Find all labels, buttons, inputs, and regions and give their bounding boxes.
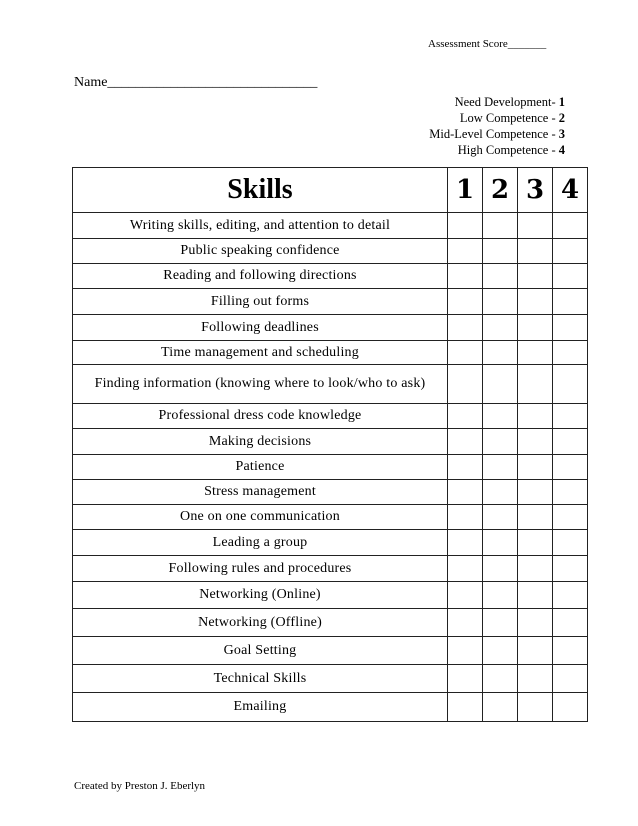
legend-row-1 [429,94,565,110]
rating-cell-1[interactable] [448,429,483,455]
rating-cell-4[interactable] [553,505,588,530]
rating-cell-2[interactable] [483,637,518,665]
table-row [73,556,588,582]
legend-number: 2 [558,111,565,125]
rating-cell-3[interactable] [518,289,553,315]
rating-cell-3[interactable] [518,637,553,665]
skill-label: Networking (Online) [73,582,448,609]
rating-header-1: 1 [448,168,483,213]
rating-cell-3[interactable] [518,429,553,455]
rating-cell-3[interactable] [518,665,553,693]
rating-cell-1[interactable] [448,556,483,582]
rating-cell-3[interactable] [518,239,553,264]
table-row [73,455,588,480]
rating-cell-2[interactable] [483,341,518,365]
legend-label: Mid-Level Competence - [429,127,559,141]
rating-cell-4[interactable] [553,239,588,264]
skill-label: Professional dress code knowledge [73,404,448,429]
rating-cell-3[interactable] [518,582,553,609]
rating-cell-2[interactable] [483,404,518,429]
rating-cell-1[interactable] [448,582,483,609]
rating-cell-4[interactable] [553,693,588,722]
skill-label: Public speaking confidence [73,239,448,264]
skill-label: One on one communication [73,505,448,530]
skill-label: Leading a group [73,530,448,556]
table-header-row [73,168,588,213]
rating-cell-2[interactable] [483,365,518,404]
table-row [73,582,588,609]
table-row [73,239,588,264]
rating-header-4: 4 [553,168,588,213]
rating-cell-4[interactable] [553,429,588,455]
assessment-score-field: Assessment Score_______ [428,38,547,50]
rating-cell-1[interactable] [448,213,483,239]
rating-cell-1[interactable] [448,455,483,480]
rating-cell-1[interactable] [448,315,483,341]
skill-label: Reading and following directions [73,264,448,289]
rating-cell-2[interactable] [483,480,518,505]
table-row [73,609,588,637]
skills-table-body [73,213,588,722]
rating-cell-4[interactable] [553,365,588,404]
rating-cell-1[interactable] [448,239,483,264]
skill-label: Technical Skills [73,665,448,693]
table-row [73,429,588,455]
rating-cell-4[interactable] [553,609,588,637]
rating-cell-1[interactable] [448,365,483,404]
rating-cell-3[interactable] [518,609,553,637]
legend-label: Low Competence - [459,111,559,125]
rating-cell-2[interactable] [483,693,518,722]
rating-cell-3[interactable] [518,264,553,289]
rating-cell-3[interactable] [518,213,553,239]
footer-credit: Created by Preston J. Eberlyn [74,780,206,792]
rating-header-2: 2 [483,168,518,213]
legend-row-3 [429,126,565,142]
rating-cell-3[interactable] [518,404,553,429]
skill-label: Making decisions [73,429,448,455]
rating-cell-1[interactable] [448,530,483,556]
rating-cell-3[interactable] [518,480,553,505]
table-row [73,315,588,341]
rating-cell-1[interactable] [448,341,483,365]
rating-cell-2[interactable] [483,505,518,530]
skill-label: Writing skills, editing, and attention to detail [73,213,448,239]
rating-cell-3[interactable] [518,530,553,556]
table-row [73,404,588,429]
rating-cell-2[interactable] [483,315,518,341]
skills-column-header: Skills [73,168,448,213]
rating-cell-2[interactable] [483,289,518,315]
rating-cell-2[interactable] [483,530,518,556]
table-row [73,665,588,693]
skill-label: Time management and scheduling [73,341,448,365]
skill-label: Goal Setting [73,637,448,665]
rating-cell-3[interactable] [518,341,553,365]
rating-legend [429,94,565,158]
table-row [73,264,588,289]
skills-table [72,167,588,722]
rating-cell-2[interactable] [483,609,518,637]
rating-cell-1[interactable] [448,609,483,637]
legend-row-4 [429,142,565,158]
rating-cell-2[interactable] [483,239,518,264]
legend-number: 3 [558,127,565,141]
table-row [73,480,588,505]
rating-cell-1[interactable] [448,264,483,289]
rating-cell-3[interactable] [518,365,553,404]
skill-label: Following deadlines [73,315,448,341]
legend-number: 1 [558,95,565,109]
legend-label: Need Development- [454,95,559,109]
rating-cell-3[interactable] [518,693,553,722]
name-field: Name______________________________ [74,75,318,90]
skill-label: Filling out forms [73,289,448,315]
rating-cell-1[interactable] [448,480,483,505]
rating-cell-2[interactable] [483,429,518,455]
rating-cell-1[interactable] [448,404,483,429]
rating-cell-1[interactable] [448,505,483,530]
rating-cell-1[interactable] [448,665,483,693]
rating-cell-1[interactable] [448,637,483,665]
rating-cell-4[interactable] [553,637,588,665]
table-row [73,530,588,556]
rating-cell-4[interactable] [553,213,588,239]
rating-cell-1[interactable] [448,693,483,722]
rating-cell-2[interactable] [483,582,518,609]
rating-cell-4[interactable] [553,455,588,480]
table-row [73,341,588,365]
legend-row-2 [429,110,565,126]
skill-label: Emailing [73,693,448,722]
skill-label: Following rules and procedures [73,556,448,582]
legend-number: 4 [558,143,565,157]
rating-cell-4[interactable] [553,289,588,315]
table-row [73,693,588,722]
rating-cell-1[interactable] [448,289,483,315]
rating-cell-4[interactable] [553,665,588,693]
skill-label: Stress management [73,480,448,505]
rating-cell-2[interactable] [483,556,518,582]
table-row [73,289,588,315]
skill-label: Patience [73,455,448,480]
rating-cell-3[interactable] [518,455,553,480]
table-row [73,213,588,239]
table-row [73,637,588,665]
table-row [73,505,588,530]
rating-cell-4[interactable] [553,315,588,341]
rating-cell-4[interactable] [553,341,588,365]
rating-cell-3[interactable] [518,315,553,341]
rating-cell-2[interactable] [483,264,518,289]
rating-cell-4[interactable] [553,264,588,289]
rating-cell-3[interactable] [518,556,553,582]
table-row [73,365,588,404]
rating-header-3: 3 [518,168,553,213]
legend-label: High Competence - [457,143,559,157]
rating-cell-4[interactable] [553,480,588,505]
skill-label: Finding information (knowing where to look/who to ask) [73,365,448,404]
rating-cell-4[interactable] [553,404,588,429]
rating-cell-3[interactable] [518,505,553,530]
rating-cell-4[interactable] [553,582,588,609]
rating-cell-2[interactable] [483,213,518,239]
rating-cell-2[interactable] [483,665,518,693]
skill-label: Networking (Offline) [73,609,448,637]
rating-cell-4[interactable] [553,530,588,556]
rating-cell-4[interactable] [553,556,588,582]
rating-cell-2[interactable] [483,455,518,480]
